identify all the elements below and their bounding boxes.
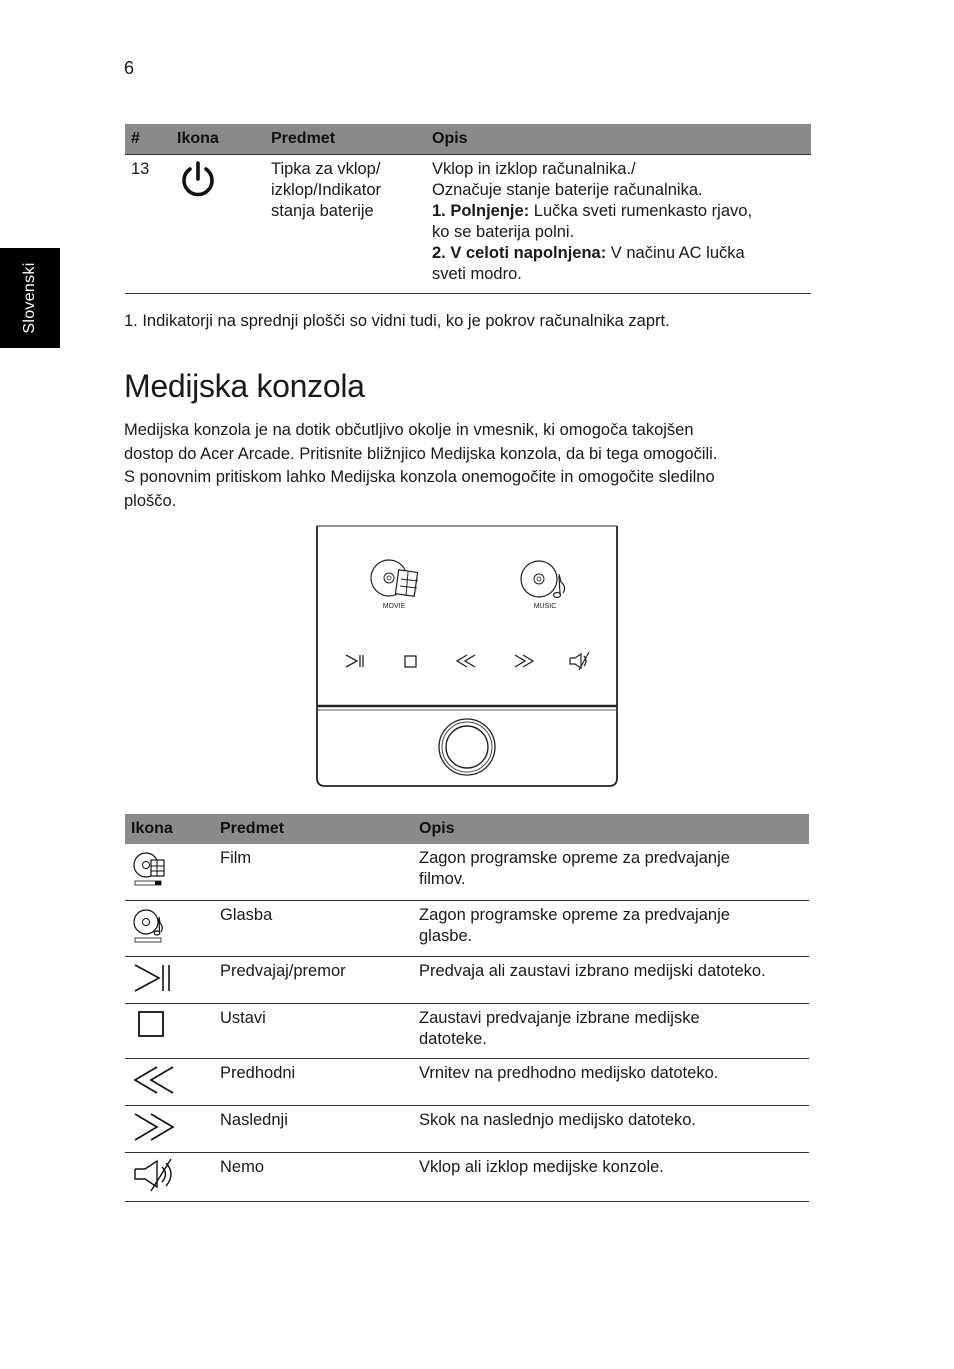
previous-icon[interactable] <box>457 655 475 667</box>
intro-line: S ponovnim pritiskom lahko Medijska konzola onemogočite in omogočite sledilno <box>124 468 715 486</box>
full-label: 2. V celoti napolnjena: <box>432 244 607 262</box>
media-console-table <box>125 814 809 1202</box>
header-item: Predmet <box>214 814 413 844</box>
desc-line: Vklop in izklop računalnika./ <box>432 160 636 178</box>
desc-line: Vrnitev na predhodno medijsko datoteko. <box>419 1063 719 1082</box>
header-icon: Ikona <box>171 124 265 155</box>
row-description <box>413 844 809 900</box>
header-description: Opis <box>413 814 809 844</box>
music-icon <box>131 905 171 947</box>
play-pause-icon[interactable] <box>346 655 363 667</box>
row-description <box>413 1105 809 1152</box>
desc-line: Skok na naslednjo medijsko datoteko. <box>419 1110 697 1129</box>
table-row <box>125 844 809 900</box>
movie-label: MOVIE <box>382 603 406 610</box>
footnote: 1. Indikatorji na sprednji plošči so vidni tudi, ko je pokrov računalnika zaprt. <box>124 312 670 330</box>
desc-line: Zagon programske opreme za predvajanje <box>419 905 730 924</box>
desc-line: datoteke. <box>419 1029 487 1048</box>
table-row <box>125 1152 809 1201</box>
icon-cell <box>125 844 214 900</box>
stop-icon <box>131 1008 175 1042</box>
full-text: V načinu AC lučka <box>606 244 745 262</box>
language-side-tab <box>0 248 60 348</box>
desc-line: filmov. <box>419 870 466 888</box>
charging-label: 1. Polnjenje: <box>432 202 530 220</box>
row-description <box>413 900 809 956</box>
icon-cell <box>125 1152 214 1201</box>
previous-icon <box>131 1063 179 1097</box>
row-item: Nemo <box>214 1152 413 1201</box>
desc-line: sveti modro. <box>432 265 522 283</box>
desc-line: Predvaja ali zaustavi izbrano medijski datoteko. <box>419 961 766 980</box>
table-row <box>125 956 809 1003</box>
row-item: Predhodni <box>214 1058 413 1105</box>
icon-cell <box>125 900 214 956</box>
charging-text: Lučka sveti rumenkasto rjavo, <box>529 202 753 220</box>
icon-cell <box>171 155 265 294</box>
row-item: Ustavi <box>214 1003 413 1058</box>
header-item: Predmet <box>265 124 426 155</box>
icon-cell <box>125 1003 214 1058</box>
table-row <box>125 900 809 956</box>
desc-charging-line <box>432 201 805 222</box>
next-icon <box>131 1110 179 1144</box>
row-description <box>413 1152 809 1201</box>
icon-cell <box>125 1105 214 1152</box>
power-button-table <box>125 124 811 294</box>
row-description <box>413 956 809 1003</box>
mute-icon <box>131 1157 179 1193</box>
movie-icon[interactable] <box>371 560 418 610</box>
desc-line: Zagon programske opreme za predvajanje <box>419 849 730 867</box>
row-item <box>265 155 426 294</box>
desc-line: Zaustavi predvajanje izbrane medijske <box>419 1008 700 1027</box>
row-description <box>426 155 811 294</box>
table-row <box>125 1105 809 1152</box>
mute-icon[interactable] <box>570 652 589 670</box>
table-row <box>125 1058 809 1105</box>
header-icon: Ikona <box>125 814 214 844</box>
music-icon[interactable] <box>521 561 565 610</box>
icon-cell <box>125 1058 214 1105</box>
table-row <box>125 1003 809 1058</box>
play-pause-icon <box>131 961 175 995</box>
section-heading: Medijska konzola <box>124 368 365 404</box>
intro-paragraph <box>124 419 804 513</box>
row-description <box>413 1003 809 1058</box>
row-description <box>413 1058 809 1105</box>
power-icon <box>177 159 219 201</box>
stop-icon[interactable] <box>405 656 416 667</box>
desc-line: Vklop ali izklop medijske konzole. <box>419 1157 664 1176</box>
row-item: Predvajaj/premor <box>214 956 413 1003</box>
power-dial-button[interactable] <box>439 719 495 775</box>
row-number: 13 <box>125 155 171 294</box>
header-description: Opis <box>426 124 811 155</box>
row-item: Film <box>214 844 413 900</box>
desc-full-line <box>432 243 805 264</box>
desc-line: glasbe. <box>419 926 473 945</box>
item-line: Tipka za vklop/ <box>271 160 381 178</box>
table-header-row <box>125 124 811 155</box>
intro-line: Medijska konzola je na dotik občutljivo okolje in vmesnik, ki omogoča takojšen <box>124 421 694 439</box>
page-number: 6 <box>124 58 135 78</box>
row-item: Glasba <box>214 900 413 956</box>
table-header-row <box>125 814 809 844</box>
icon-cell <box>125 956 214 1003</box>
table-row <box>125 155 811 294</box>
desc-line: Označuje stanje baterije računalnika. <box>432 181 703 199</box>
header-number: # <box>125 124 171 155</box>
intro-line: ploščo. <box>124 491 177 510</box>
row-item: Naslednji <box>214 1105 413 1152</box>
language-label: Slovenski <box>21 262 38 334</box>
intro-line: dostop do Acer Arcade. Pritisnite bližnjico Medijska konzola, da bi tega omogočili. <box>124 444 718 463</box>
item-line: izklop/Indikator <box>271 181 382 199</box>
item-line: stanja baterije <box>271 202 374 220</box>
next-icon[interactable] <box>515 655 533 667</box>
movie-icon <box>131 848 171 890</box>
media-console-illustration <box>316 524 620 790</box>
music-label: MUSIC <box>533 603 557 610</box>
desc-line: ko se baterija polni. <box>432 223 575 241</box>
